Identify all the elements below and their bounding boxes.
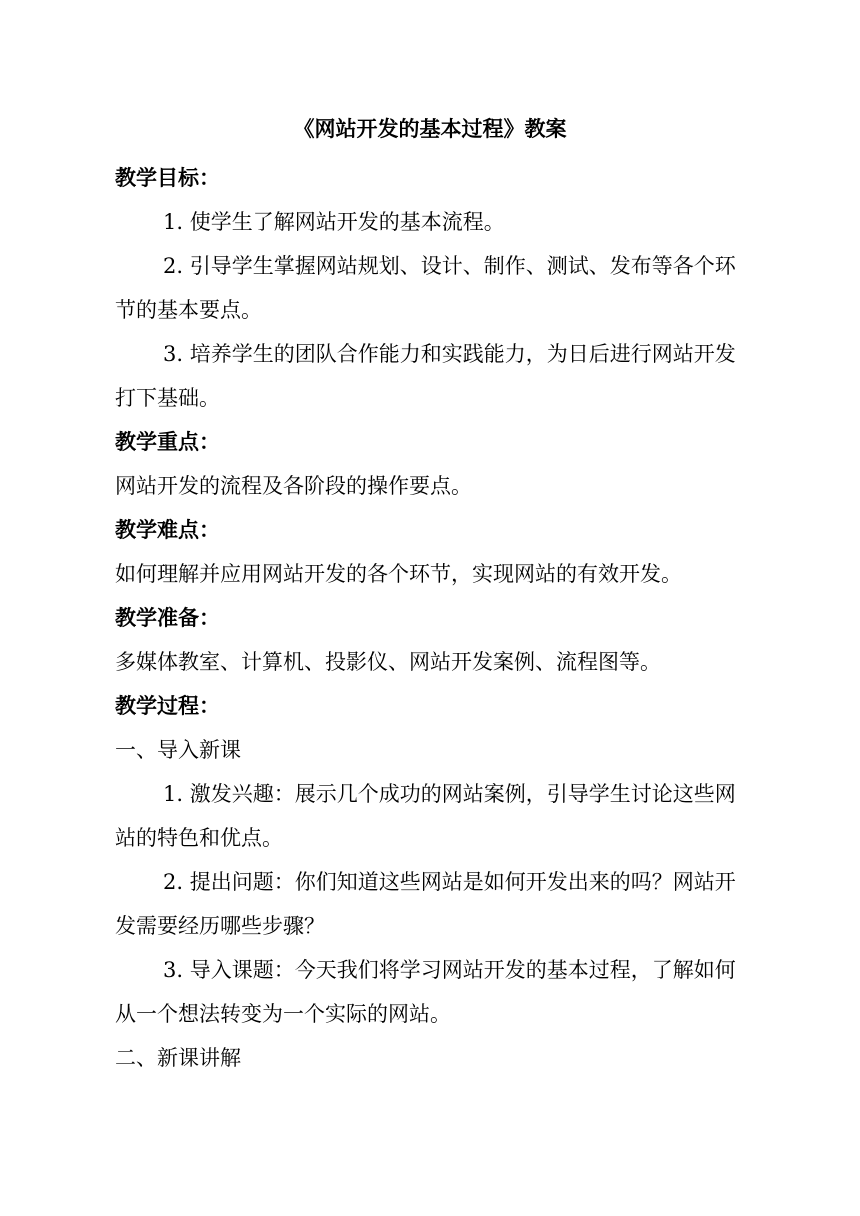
- key-points-text: 网站开发的流程及各阶段的操作要点。: [115, 474, 472, 498]
- objective-3-line-2: 打下基础。: [115, 386, 220, 410]
- section-1-item-1-line-2: 站的特色和优点。: [115, 826, 283, 850]
- objective-2-line-1: 2. 引导学生掌握网站规划、设计、制作、测试、发布等各个环: [163, 254, 736, 278]
- difficulties-heading: 教学难点：: [115, 517, 220, 542]
- section-1-item-1-line-1: 1. 激发兴趣：展示几个成功的网站案例，引导学生讨论这些网: [163, 782, 736, 806]
- section-1-item-3-line-1: 3. 导入课题：今天我们将学习网站开发的基本过程，了解如何: [163, 958, 736, 982]
- preparation-heading: 教学准备：: [115, 605, 220, 630]
- section-2-title: 二、新课讲解: [115, 1046, 241, 1070]
- difficulties-text: 如何理解并应用网站开发的各个环节，实现网站的有效开发。: [115, 562, 682, 586]
- objective-1-line-1: 1. 使学生了解网站开发的基本流程。: [163, 210, 505, 234]
- key-points-heading: 教学重点：: [115, 429, 220, 454]
- document-body: [115, 156, 805, 1080]
- objective-3-line-1: 3. 培养学生的团队合作能力和实践能力，为日后进行网站开发: [163, 342, 736, 366]
- objective-2-line-2: 节的基本要点。: [115, 298, 262, 322]
- section-1-title: 一、导入新课: [115, 738, 241, 762]
- objectives-heading: 教学目标：: [115, 165, 220, 190]
- document-title: 《网站开发的基本过程》教案: [293, 116, 567, 141]
- section-1-item-2-line-2: 发需要经历哪些步骤？: [115, 914, 325, 938]
- section-1-item-2-line-1: 2. 提出问题：你们知道这些网站是如何开发出来的吗？网站开: [163, 870, 736, 894]
- section-1-item-3-line-2: 从一个想法转变为一个实际的网站。: [115, 1002, 451, 1026]
- preparation-text: 多媒体教室、计算机、投影仪、网站开发案例、流程图等。: [115, 650, 661, 674]
- process-heading: 教学过程：: [115, 693, 220, 718]
